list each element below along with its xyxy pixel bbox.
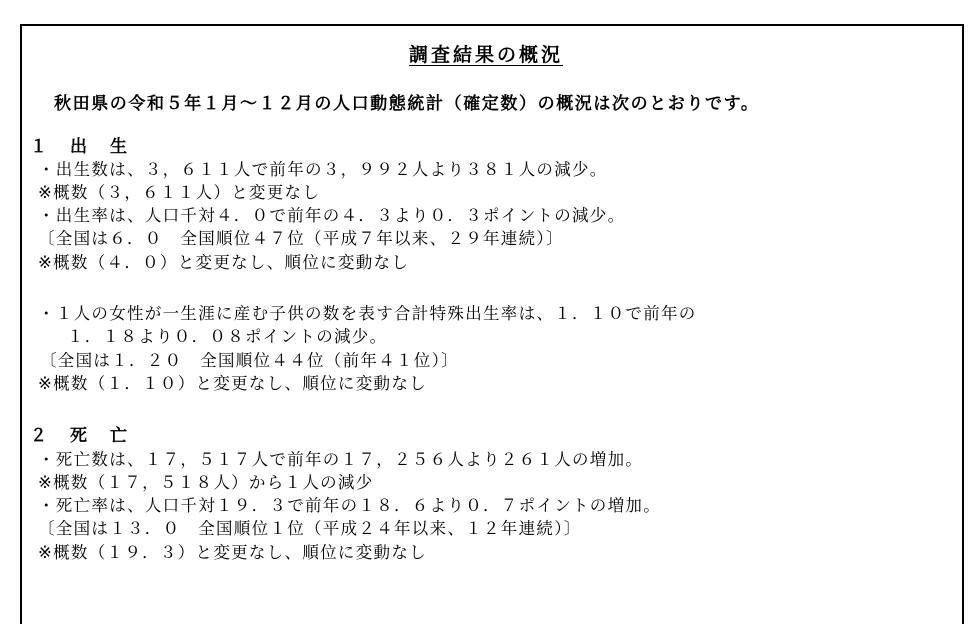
deaths-line-2: ※概数（１７，５１８人）から１人の減少 <box>38 473 374 492</box>
section-heading-deaths: ２ 死 亡 <box>30 426 130 446</box>
births-line-5: ※概数（４．０）と変更なし、順位に変動なし <box>38 253 410 272</box>
section-heading-births: １ 出 生 <box>30 137 130 157</box>
births-line-3: ・出生率は、人口千対４．０で前年の４．３より０．３ポイントの減少。 <box>38 206 626 225</box>
deaths-line-5: ※概数（１９．３）と変更なし、順位に変動なし <box>38 543 427 562</box>
births-line-8: 〔全国は１．２０ 全国順位４４位（前年４１位）〕 <box>40 351 459 370</box>
deaths-line-3: ・死亡率は、人口千対１９．３で前年の１８．６より０．７ポイントの増加。 <box>38 496 661 515</box>
births-line-4: 〔全国は６．０ 全国順位４７位（平成７年以来、２９年連続）〕 <box>38 229 564 248</box>
births-line-9: ※概数（１．１０）と変更なし、順位に変動なし <box>38 374 427 393</box>
deaths-line-1: ・死亡数は、１７，５１７人で前年の１７，２５６人より２６１人の増加。 <box>38 450 644 469</box>
intro-text: 秋田県の令和５年１月～１２月の人口動態統計（確定数）の概況は次のとおりです。 <box>54 94 760 114</box>
births-line-2: ※概数（３，６１１人）と変更なし <box>38 183 321 202</box>
births-line-1: ・出生数は、３，６１１人で前年の３，９９２人より３８１人の減少。 <box>38 160 608 179</box>
births-line-6: ・１人の女性が一生涯に産む子供の数を表す合計特殊出生率は、１．１０で前年の <box>38 304 697 323</box>
page-title: 調査結果の概況 <box>408 44 563 66</box>
deaths-line-4: 〔全国は１３．０ 全国順位１位（平成２４年以来、１２年連続）〕 <box>38 519 582 538</box>
births-line-7: １．１８より０．０８ポイントの減少。 <box>67 327 388 346</box>
